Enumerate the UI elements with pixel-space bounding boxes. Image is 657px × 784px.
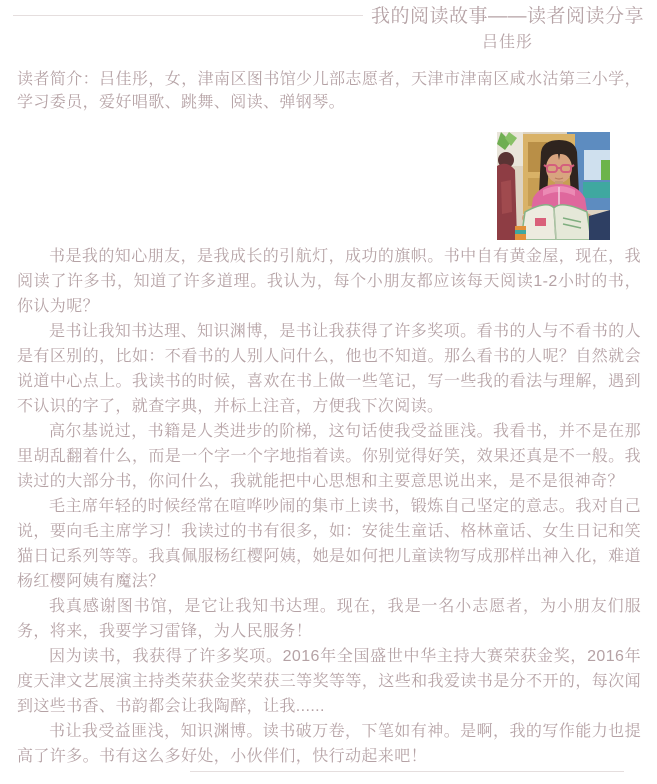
- article-header: [371, 5, 644, 55]
- article-paragraph: 书是我的知心朋友，是我成长的引航灯，成功的旗帜。书中自有黄金屋，现在，我阅读了许多书，知道了许多道理。我认为，每个小朋友都应该每天阅读1-2小时的书，你认为呢？: [17, 248, 641, 315]
- article-paragraph: 因为读书，我获得了许多奖项。2016年全国盛世中华主持大赛荣获金奖，2016年度天津文艺展演主持类荣获金奖荣获三等奖等等，这些和我爱读书是分不开的，每次闻到这些书香、书韵都会让我陶醉，让我......: [17, 648, 641, 715]
- article-body: [17, 244, 641, 769]
- reader-photo-illustration: [497, 132, 610, 240]
- reader-intro: 读者简介：吕佳彤，女，津南区图书馆少儿部志愿者，天津市津南区咸水沽第三小学，学习委员，爱好唱歌、跳舞、阅读、弹钢琴。: [17, 71, 641, 111]
- reader-photo: [497, 132, 610, 240]
- article-paragraph: 我真感谢图书馆，是它让我知书达理。现在，我是一名小志愿者，为小朋友们服务，将来，我要学习雷锋，为人民服务！: [17, 598, 641, 640]
- article-paragraph: 毛主席年轻的时候经常在喧哗吵闹的集市上读书，锻炼自己坚定的意志。我对自己说，要向毛主席学习！我读过的书有很多，如：安徒生童话、格林童话、女生日记和笑猫日记系列等等。我真佩服杨红樱阿姨，她是如何把儿童读物写成那样出神入化，难道杨红樱阿姨有魔法？: [17, 498, 641, 590]
- page-title: 我的阅读故事——读者阅读分享: [370, 6, 644, 27]
- footer-divider-line: [190, 771, 624, 772]
- article-paragraph: 高尔基说过，书籍是人类进步的阶梯，这句话使我受益匪浅。我看书，并不是在那里胡乱翻着什么，而是一个字一个字地指着读。你别觉得好笑，效果还真是不一般。我读过的大部分书，你问什么，我就能把中心思想和主要意思说出来，是不是很神奇？: [17, 423, 641, 490]
- article-paragraph: 书让我受益匪浅，知识渊博。读书破万卷，下笔如有神。是啊，我的写作能力也提高了许多。书有这么多好处，小伙伴们，快行动起来吧！: [17, 723, 641, 765]
- article-paragraph: 是书让我知书达理、知识渊博，是书让我获得了许多奖项。看书的人与不看书的人是有区别的，比如：不看书的人别人问什么，他也不知道。那么看书的人呢？自然就会说道中心点上。我读书的时候，喜欢在书上做一些笔记，写一些我的看法与理解，遇到不认识的字了，就查字典，并标上注音，方便我下次阅读。: [17, 323, 641, 415]
- title-divider-line: [13, 15, 363, 16]
- author-name: 吕佳彤: [481, 34, 533, 51]
